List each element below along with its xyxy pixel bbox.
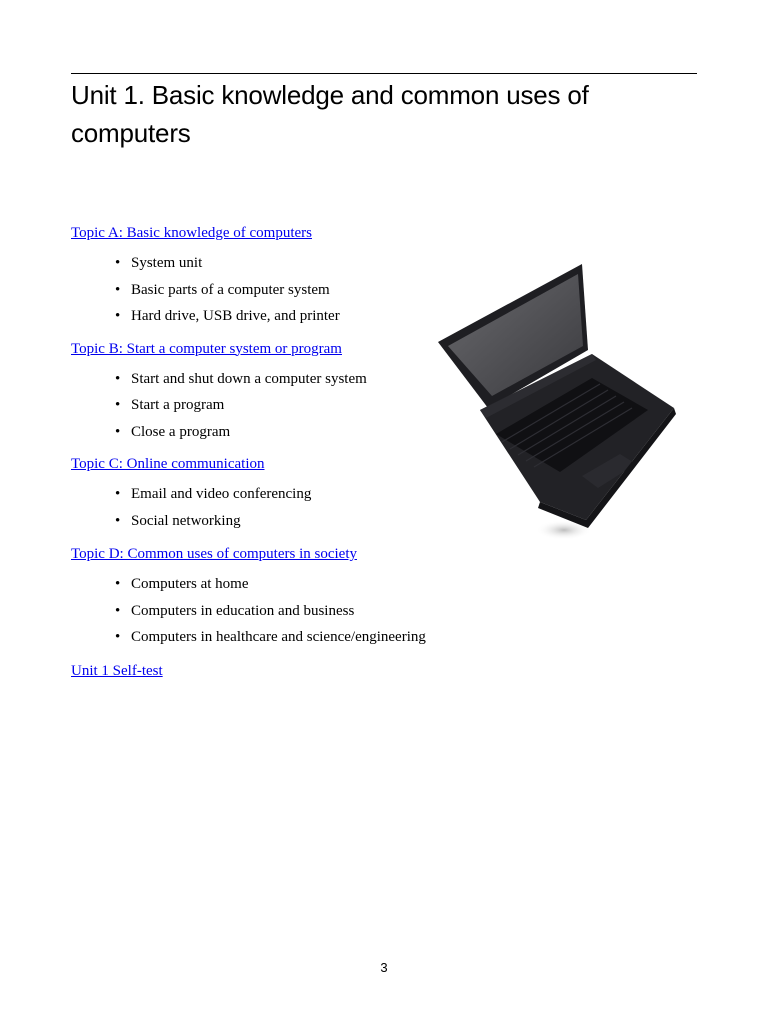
topic-b-link[interactable]: Topic B: Start a computer system or program (71, 340, 342, 357)
list-item: • Hard drive, USB drive, and printer (71, 303, 471, 330)
list-item: • Basic parts of a computer system (71, 277, 471, 304)
list-item: • Computers in healthcare and science/engineering (71, 624, 471, 651)
header-rule (71, 73, 697, 74)
topic-c-items (71, 481, 471, 534)
topic-c-link[interactable]: Topic C: Online communication (71, 456, 265, 472)
list-item: • Computers at home (71, 571, 471, 598)
list-item: • Computers in education and business (71, 598, 471, 625)
topic-a-items (71, 250, 471, 330)
list-item: • Close a program (71, 419, 471, 446)
list-item: • System unit (71, 250, 471, 277)
topic-d-items (71, 571, 471, 651)
topic-b-items (71, 366, 471, 446)
self-test-link[interactable]: Unit 1 Self-test (71, 662, 163, 679)
topic-list (71, 222, 471, 682)
list-item: • Email and video conferencing (71, 481, 471, 508)
list-item: • Start a program (71, 392, 471, 419)
laptop-icon (432, 258, 682, 548)
topic-d-link[interactable]: Topic D: Common uses of computers in society (71, 546, 357, 562)
list-item: • Start and shut down a computer system (71, 366, 471, 393)
page-number: 3 (380, 960, 388, 975)
list-item: • Social networking (71, 508, 471, 535)
topic-a-link[interactable]: Topic A: Basic knowledge of computers (71, 225, 312, 241)
page-title: Unit 1. Basic knowledge and common uses of computers (71, 80, 589, 148)
